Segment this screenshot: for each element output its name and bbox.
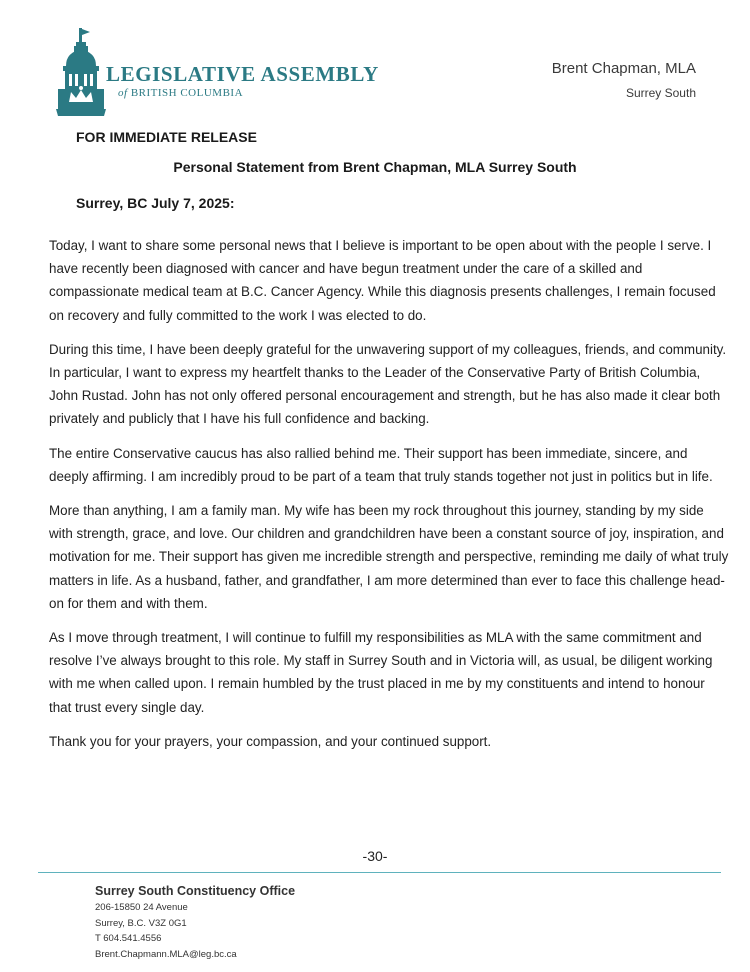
body-paragraph: Thank you for your prayers, your compassion, and your continued support. [49, 733, 492, 749]
body-paragraph: As I move through treatment, I will continue to fulfill my responsibilities as MLA with the same commitment and resolve I’ve always brought to this role. My staff in Surrey South and in Victoria will, as usual, be diligent working with me when called upon. I remain humbled by the trust placed in me by my constituents and intend to honour that trust every single day. [49, 630, 713, 715]
body-paragraph: Today, I want to share some personal news that I believe is important to be open about with the people I serve. I have recently been diagnosed with cancer and have begun treatment under the care of a skilled and compassionate medical team at B.C. Cancer Agency. While this diagnosis presents challenges, I remain focused on recovery and fully committed to the work I was elected to do. [49, 238, 716, 323]
body-paragraph: During this time, I have been deeply grateful for the unwavering support of my colleagues, friends, and community. In particular, I want to express my heartfelt thanks to the Leader of the Conservative Party of British Columbia, John Rustad. John has not only offered personal encouragement and strength, but he has also made it clear both privately and publicly that I have his full confidence and backing. [49, 341, 727, 427]
legislative-assembly-logo [56, 26, 416, 118]
end-mark: -30- [362, 848, 388, 864]
office-address: 206-15850 24 Avenue [95, 902, 188, 913]
statement-body [49, 234, 729, 764]
constituency-office-block [95, 882, 295, 962]
release-label: FOR IMMEDIATE RELEASE [76, 129, 257, 145]
logo-title: LEGISLATIVE ASSEMBLY [106, 62, 379, 86]
office-phone: T 604.541.4556 [95, 933, 162, 944]
office-email: Brent.Chapmann.MLA@leg.bc.ca [95, 948, 237, 960]
mla-name: Brent Chapman, MLA [551, 60, 696, 77]
mla-riding: Surrey South [625, 86, 696, 100]
statement-title: Personal Statement from Brent Chapman, MLA Surrey South [173, 159, 577, 175]
dateline: Surrey, BC July 7, 2025: [76, 195, 235, 211]
office-city: Surrey, B.C. V3Z 0G1 [95, 917, 187, 929]
footer-divider [38, 872, 721, 873]
body-paragraph: The entire Conservative caucus has also rallied behind me. Their support has been immediate, sincere, and deeply affirming. I am incredibly proud to be part of a team that truly stands together not just in politics but in life. [49, 445, 713, 484]
logo-subtitle [118, 87, 243, 99]
logo-subtitle-name: BRITISH COLUMBIA [130, 87, 244, 99]
office-title: Surrey South Constituency Office [95, 884, 296, 898]
logo-subtitle-of: of [118, 87, 128, 99]
body-paragraph: More than anything, I am a family man. My wife has been my rock throughout this journey, standing by my side with strength, grace, and love. Our children and grandchildren have been a constant source of joy, inspiration, and motivation for me. Their support has given me incredible strength and perspective, reminding me daily of what truly matters in life. As a husband, father, and grandfather, I am more determined than ever to face this challenge head-on for them and with them. [49, 503, 729, 611]
